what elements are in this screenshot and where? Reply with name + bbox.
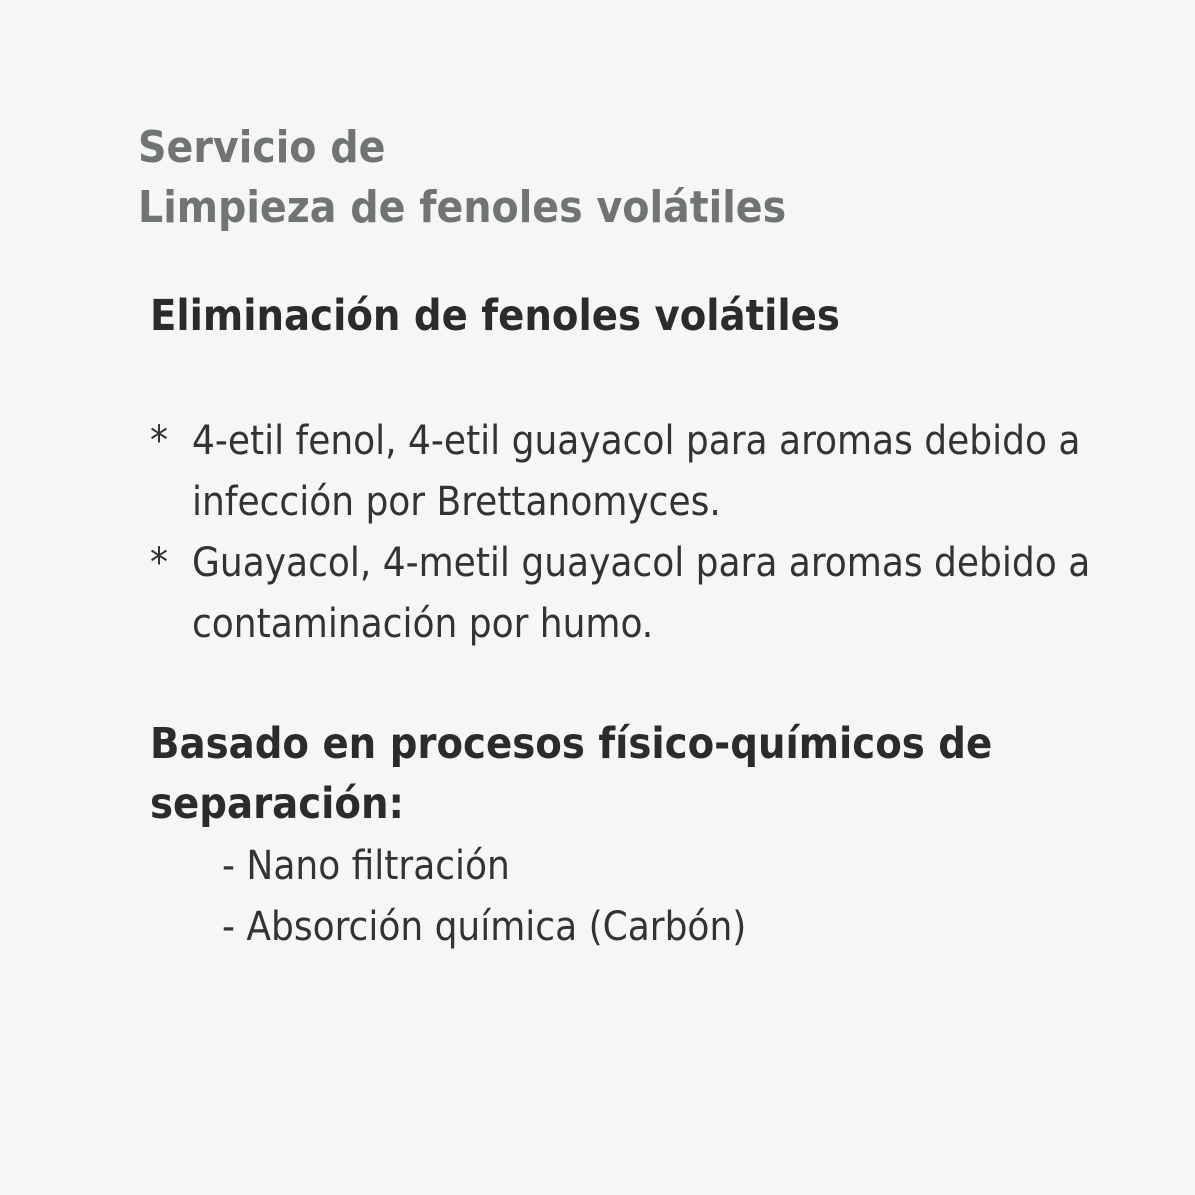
process-item-absorption: - Absorción química (Carbón) (222, 904, 747, 950)
bullet-list (150, 411, 1150, 655)
process-item-nanofiltration: - Nano filtración (222, 843, 510, 889)
title-line-1: Servicio de (138, 122, 386, 173)
bullet-text: 4-etil fenol, 4-etil guayacol para aromas debido a infección por Brettanomyces. (192, 418, 1081, 525)
section-heading-elimination: Eliminación de fenoles volátiles (150, 291, 840, 341)
bullet-text: Guayacol, 4-metil guayacol para aromas debido a contaminación por humo. (192, 540, 1091, 647)
process-list (222, 836, 746, 958)
section-heading-processes: Basado en procesos físico-químicos de separación: (150, 719, 993, 829)
bullet-marker: * (150, 540, 168, 586)
bullet-item (150, 533, 1150, 655)
title-line-2: Limpieza de fenoles volátiles (138, 182, 787, 233)
page-title (138, 118, 786, 238)
bullet-item (150, 411, 1150, 533)
bullet-marker: * (150, 418, 168, 464)
